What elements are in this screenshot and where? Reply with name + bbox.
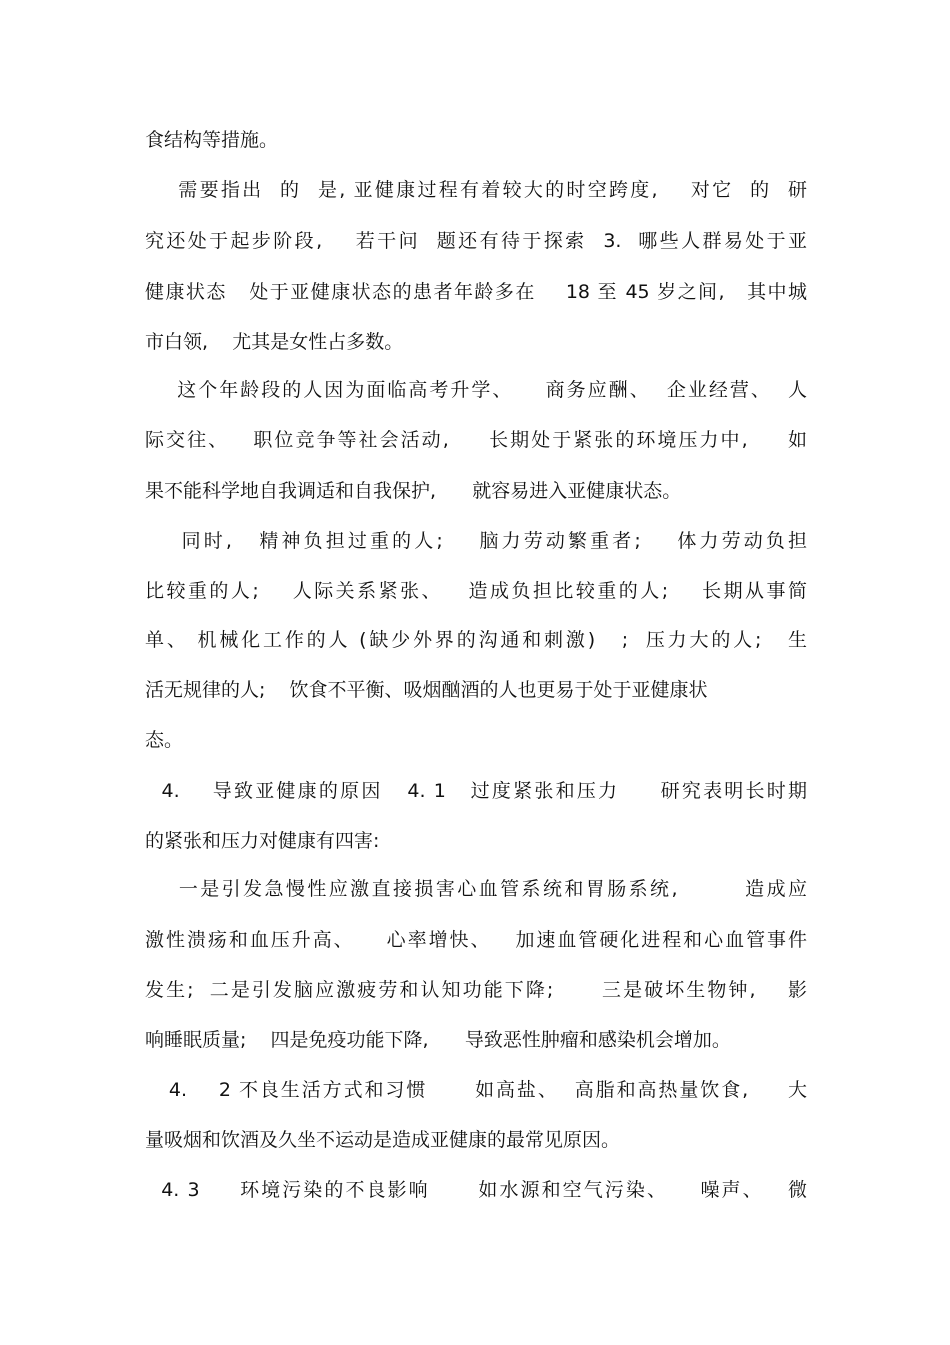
text-line: 4. 3 环境污染的不良影响 如水源和空气污染、 噪声、 微 bbox=[145, 1179, 807, 1201]
text-line: 这个年龄段的人因为面临高考升学、 商务应酬、 企业经营、 人 bbox=[145, 379, 807, 401]
text-line: 际交往、 职位竞争等社会活动, 长期处于紧张的环境压力中, 如 bbox=[145, 429, 807, 451]
text-line: 4. 导致亚健康的原因 4. 1 过度紧张和压力 研究表明长时期 bbox=[145, 780, 807, 802]
text-line: 比较重的人; 人际关系紧张、 造成负担比较重的人; 长期从事简 bbox=[145, 580, 807, 602]
text-line: 响睡眠质量; 四是免疫功能下降, 导致恶性肿瘤和感染机会增加。 bbox=[145, 1029, 731, 1051]
text-line: 健康状态 处于亚健康状态的患者年龄多在 18 至 45 岁之间, 其中城 bbox=[145, 281, 807, 303]
text-line: 发生; 二是引发脑应激疲劳和认知功能下降; 三是破坏生物钟, 影 bbox=[145, 979, 807, 1001]
text-line: 果不能科学地自我调适和自我保护, 就容易进入亚健康状态。 bbox=[145, 480, 682, 502]
text-line: 市白领, 尤其是女性占多数。 bbox=[145, 331, 404, 353]
text-line: 激性溃疡和血压升高、 心率增快、 加速血管硬化进程和心血管事件 bbox=[145, 929, 807, 951]
text-line: 需要指出 的 是, 亚健康过程有着较大的时空跨度, 对它 的 研 bbox=[145, 179, 807, 201]
text-line: 食结构等措施。 bbox=[145, 129, 279, 151]
text-line: 活无规律的人; 饮食不平衡、吸烟酗酒的人也更易于处于亚健康状 bbox=[145, 679, 708, 701]
text-line: 一是引发急慢性应激直接损害心血管系统和胃肠系统, 造成应 bbox=[145, 878, 807, 900]
text-line: 态。 bbox=[145, 729, 184, 751]
text-line: 究还处于起步阶段, 若干问 题还有待于探索 3. 哪些人群易处于亚 bbox=[145, 230, 807, 252]
text-line: 的紧张和压力对健康有四害: bbox=[145, 830, 380, 852]
text-line: 单、 机械化工作的人 (缺少外界的沟通和刺激) ; 压力大的人; 生 bbox=[145, 629, 807, 651]
text-line: 4. 2 不良生活方式和习惯 如高盐、 高脂和高热量饮食, 大 bbox=[145, 1079, 807, 1101]
text-line: 同时, 精神负担过重的人; 脑力劳动繁重者; 体力劳动负担 bbox=[145, 530, 807, 552]
text-line: 量吸烟和饮酒及久坐不运动是造成亚健康的最常见原因。 bbox=[145, 1129, 621, 1151]
